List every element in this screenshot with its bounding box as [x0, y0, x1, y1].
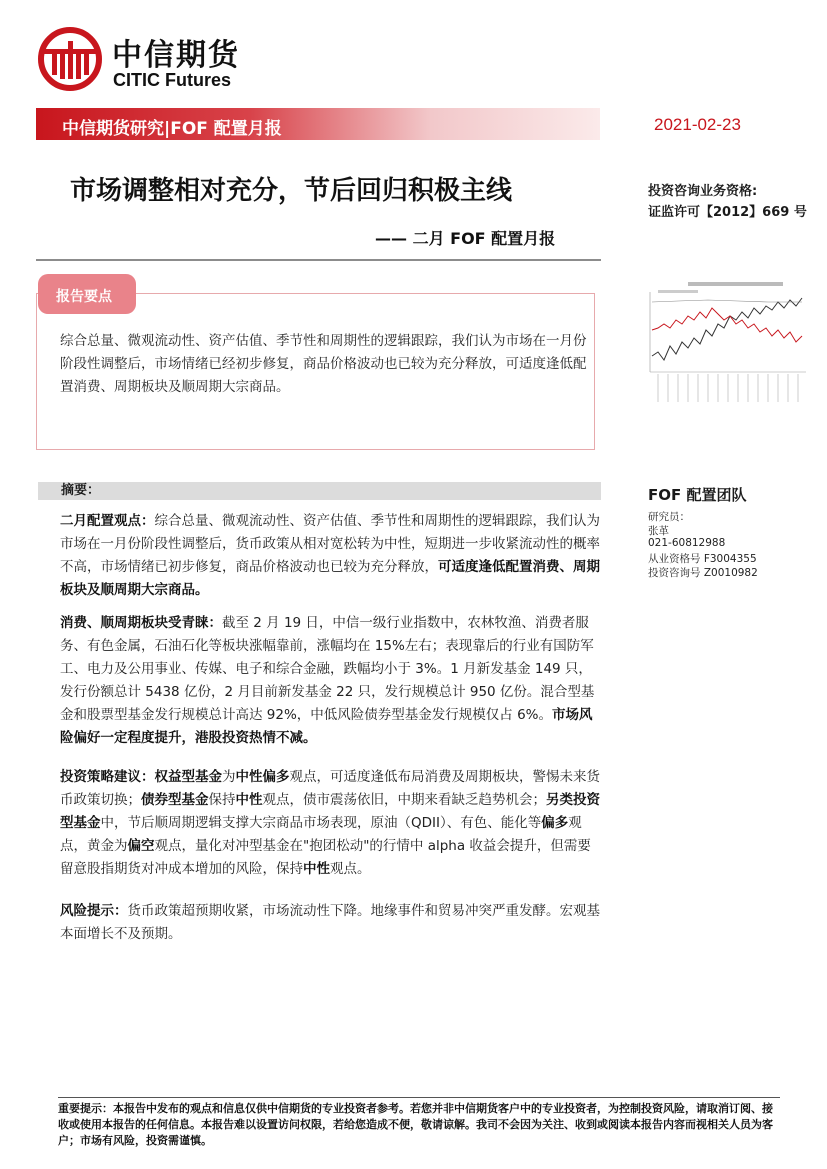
page-subtitle: —— 二月 FOF 配置月报: [375, 229, 556, 248]
paragraph-lead: 投资策略建议：: [60, 769, 155, 785]
emph-view: 偏空: [127, 838, 155, 854]
team-practice-license: 从业资格号 F3004355: [648, 553, 757, 565]
key-points-tab-label: 报告要点: [56, 289, 112, 305]
header-band-label: 中信期货研究|FOF 配置月报: [62, 119, 282, 139]
text-segment: 观点，量化对冲型基金在"抱团松动"的行情中 alpha 收益会提升，但需要留意股指期货对冲成本增加的风险，保持: [60, 838, 591, 877]
qualification-label: 投资咨询业务资格:: [648, 184, 758, 199]
team-advisory-license: 投资咨询号 Z0010982: [648, 567, 758, 579]
report-date: 2021-02-23: [654, 115, 741, 134]
paragraph-lead: 消费、顺周期板块受青睐：: [60, 615, 222, 631]
emph-equity-fund: 权益型基金: [154, 769, 222, 785]
paragraph-body: 货币政策超预期收紧，市场流动性下降。地缘事件和贸易冲突严重发酵。宏观基本面增长不及预期。: [60, 903, 600, 942]
emph-view: 中性偏多: [235, 769, 290, 785]
disclaimer: [58, 1101, 783, 1149]
emph-bond-fund: 债券型基金: [141, 792, 209, 808]
text-segment: 观点，黄金为: [60, 815, 582, 854]
paragraph-emphasis: 可适度逢低配置消费、周期板块及顺周期大宗商品。: [60, 559, 600, 598]
paragraph-lead: 风险提示：: [60, 903, 128, 919]
text-segment: 保持: [208, 792, 236, 808]
disclaimer-text: 本报告中发布的观点和信息仅供中信期货的专业投资者参考。若您并非中信期货客户中的专业投资者，为控制投资风险，请取消订阅、接收或使用本报告的任何信息。本报告难以设置访问权限，若给您造成不便，敬请谅解。我司不会因为关注、收到或阅读本报告内容而视相关人员为客户；市场有风险，投资需谨慎。: [58, 1102, 773, 1147]
emph-view: 偏多: [541, 815, 569, 831]
team-researcher-name: 张革: [648, 525, 669, 537]
paragraph-body: 综合总量、微观流动性、资产估值、季节性和周期性的逻辑跟踪，我们认为市场在一月份阶段性调整后，货币政策从相对宽松转为中性，短期进一步收紧流动性的概率不高，市场情绪已初步修复，商品价格波动也已较为充分释放，: [60, 513, 600, 575]
paragraph-allocation-view: [60, 510, 601, 602]
brand-name-en: CITIC Futures: [113, 70, 232, 90]
team-researcher-label: 研究员：: [648, 511, 690, 523]
paragraph-body: 截至 2 月 19 日，中信一级行业指数中，农林牧渔、消费者服务、有色金属，石油石化等板块涨幅靠前，涨幅均在 15%左右；表现靠后的行业有国防军工、电力及公用事业、传媒、电子和综合金融，跌幅均小于 3%。1 月新发基金 149 只，发行份额总计 5438 亿份，2 月目前新发基金 22 只，发行规模总计 950 亿份。混合型基金和股票型基金发行规模总计高达 92%，中低风险债券型基金发行规模仅占 6%。: [60, 615, 595, 723]
page-title: 市场调整相对充分，节后回归积极主线: [70, 176, 513, 206]
team-title: FOF 配置团队: [648, 486, 747, 504]
paragraph-risk: [60, 900, 601, 946]
summary-header: 摘要：: [61, 483, 101, 498]
footer-divider: [58, 1097, 780, 1098]
paragraph-emphasis: 市场风险偏好一定程度提升，港股投资热情不减。: [60, 707, 593, 746]
text-segment: 观点，债市震荡依旧，中期来看缺乏趋势机会；: [262, 792, 546, 808]
summary-header-bar: [38, 482, 601, 500]
title-divider: [36, 259, 601, 261]
paragraph-strategy: [60, 766, 601, 881]
citic-logo-icon: [38, 27, 102, 91]
team-phone: 021-60812988: [648, 537, 726, 549]
text-segment: 中，节后顺周期逻辑支撑大宗商品市场表现，原油（QDII）、有色、能化等: [100, 815, 542, 831]
paragraph-sector-performance: [60, 612, 601, 750]
text-segment: 观点，可适度逢低布局消费及周期板块，警惕未来货币政策切换；: [60, 769, 600, 808]
disclaimer-lead: 重要提示：: [58, 1102, 113, 1115]
qualification-license: 证监许可【2012】669 号: [648, 205, 807, 220]
brand-name-cn: 中信期货: [112, 38, 240, 73]
key-points-text: 综合总量、微观流动性、资产估值、季节性和周期性的逻辑跟踪，我们认为市场在一月份阶段性调整后，市场情绪已经初步修复，商品价格波动也已较为充分释放，可适度逢低配置消费、周期板块及顺周期大宗商品。: [60, 333, 587, 395]
text-segment: 为: [222, 769, 236, 785]
thumbnail-chart: [638, 272, 808, 420]
emph-alt-fund: 另类投资型基金: [60, 792, 600, 831]
text-segment: 观点。: [330, 861, 371, 877]
emph-view: 中性: [235, 792, 263, 808]
paragraph-lead: 二月配置观点：: [60, 513, 155, 529]
emph-view: 中性: [303, 861, 330, 877]
